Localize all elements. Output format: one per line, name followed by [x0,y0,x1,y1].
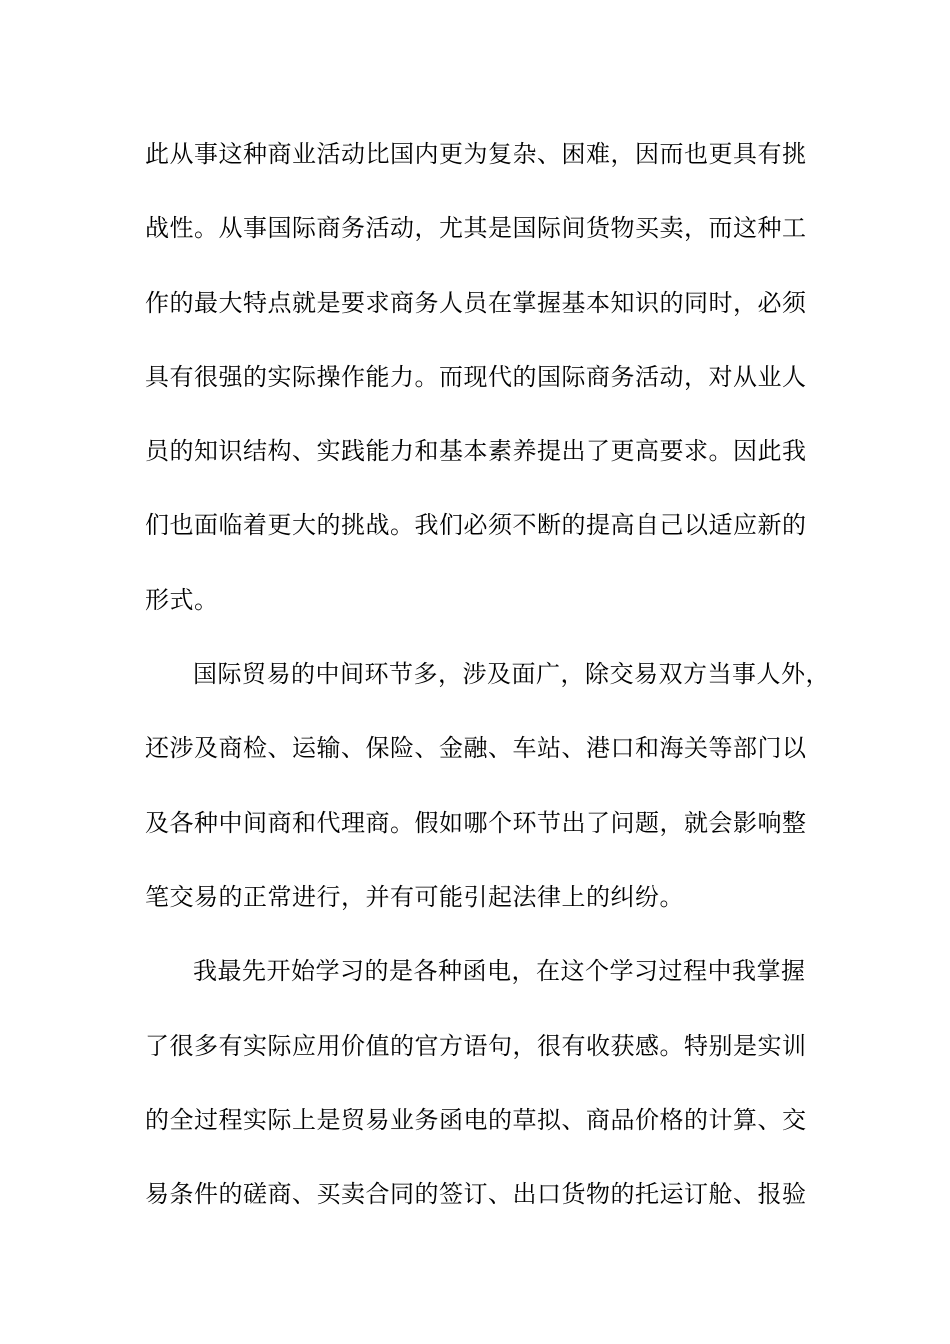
text-line: 们也面临着更大的挑战。我们必须不断的提高自己以适应新的 [145,511,807,540]
text-line: 还涉及商检、运输、保险、金融、车站、港口和海关等部门以 [145,734,807,763]
text-line: 及各种中间商和代理商。假如哪个环节出了问题，就会影响整 [145,808,807,837]
text-line: 了很多有实际应用价值的官方语句，很有收获感。特别是实训 [145,1031,807,1060]
paragraph-2 [145,650,835,921]
text-line: 作的最大特点就是要求商务人员在掌握基本知识的同时，必须 [145,288,807,317]
text-line: 笔交易的正常进行，并有可能引起法律上的纠纷。 [145,882,684,911]
text-line: 形式。 [145,585,219,614]
text-line: 我最先开始学习的是各种函电，在这个学习过程中我掌握 [193,957,806,986]
paragraph-3 [145,947,835,1218]
text-line: 的全过程实际上是贸易业务函电的草拟、商品价格的计算、交 [145,1105,807,1134]
text-line: 易条件的磋商、买卖合同的签订、出口货物的托运订舱、报验 [145,1180,807,1209]
document-body [145,130,835,1244]
text-line: 具有很强的实际操作能力。而现代的国际商务活动，对从业人 [145,362,807,391]
paragraph-1 [145,130,835,624]
text-line: 国际贸易的中间环节多，涉及面广，除交易双方当事人外， [193,660,830,689]
text-line: 员的知识结构、实践能力和基本素养提出了更高要求。因此我 [145,437,807,466]
text-line: 此从事这种商业活动比国内更为复杂、困难，因而也更具有挑 [145,140,807,168]
text-line: 战性。从事国际商务活动，尤其是国际间货物买卖，而这种工 [145,214,807,243]
